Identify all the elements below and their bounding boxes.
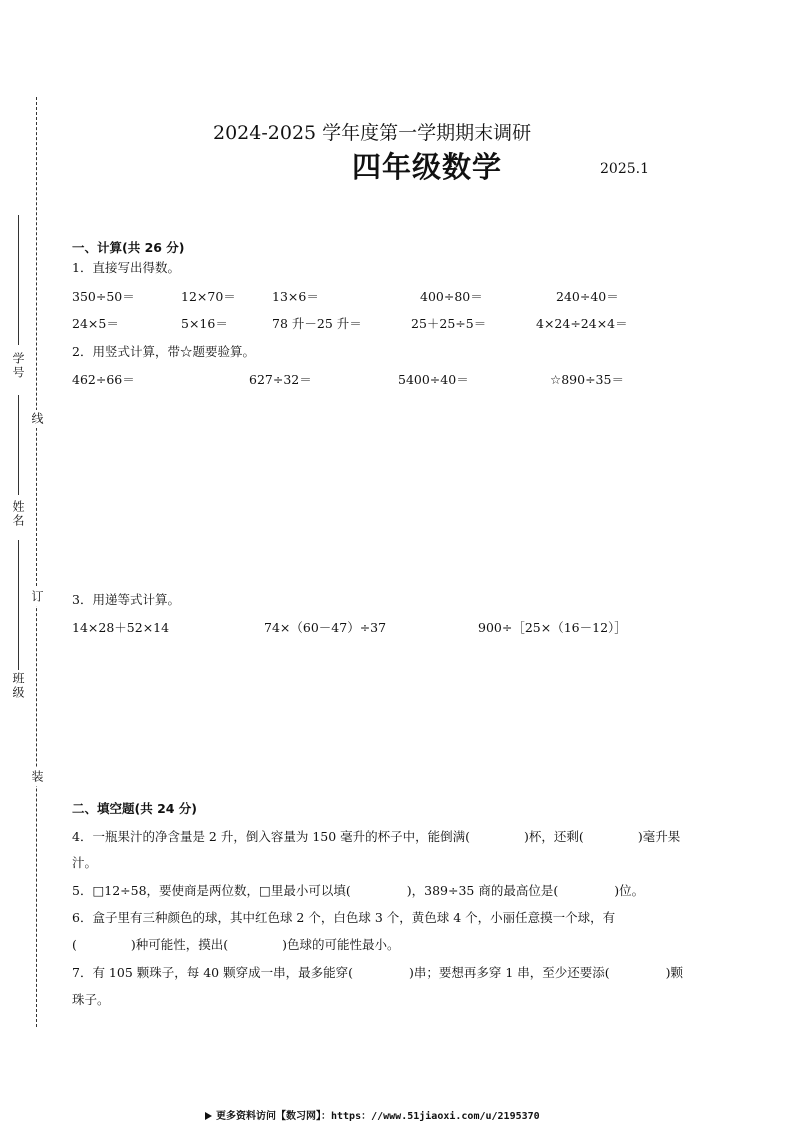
q4-text-b: )杯，还剩( [524,829,584,844]
q7-text-c: )颗 [665,965,684,980]
q1-expr: 25＋25÷5＝ [411,316,487,331]
q1-label: 1．直接写出得数。 [72,260,180,275]
q1-expr: 13×6＝ [272,289,319,304]
q4-line1 [72,827,680,845]
staple-char-ding: 订 [30,590,44,604]
class-underline [18,540,19,670]
q6-text-a: ( [72,937,77,952]
q1-expr: 400÷80＝ [420,289,483,304]
q7-text-a: 7．有 105 颗珠子，每 40 颗穿成一串，最多能穿( [72,965,353,980]
exam-subject: 四年级数学 [352,150,503,184]
q4-text-a: 4．一瓶果汁的净含量是 2 升，倒入容量为 150 毫升的杯子中，能倒满( [72,829,471,844]
q1-expr: 24×5＝ [72,316,119,331]
flag-icon [205,1112,212,1120]
q6-text-c: )色球的可能性最小。 [282,937,400,952]
q5-text-b: )，389÷35 商的最高位是( [406,883,559,898]
q2-expr: 627÷32＝ [249,372,312,387]
q2-label: 2．用竖式计算，带☆题要验算。 [72,344,255,359]
exam-title: 2024-2025 学年度第一学期期末调研 [213,122,532,144]
q5-text-a: 5．□12÷58，要使商是两位数，□里最小可以填( [72,883,351,898]
q1-expr: 350÷50＝ [72,289,135,304]
section-2-heading: 二、填空题(共 24 分) [72,801,198,816]
q5-line [72,881,644,899]
q3-label: 3．用递等式计算。 [72,592,180,607]
q5-text-c: )位。 [614,883,645,898]
q6-line2 [72,935,400,953]
name-label: 姓名 [11,500,25,528]
q1-expr: 12×70＝ [181,289,236,304]
q1-expr: 240÷40＝ [556,289,619,304]
q3-expr: 74×（60－47）÷37 [264,620,387,635]
q1-expr: 4×24÷24×4＝ [536,316,628,331]
q6-text-b: )种可能性，摸出( [130,937,229,952]
binding-dashed-line [36,97,37,1027]
q1-expr: 5×16＝ [181,316,228,331]
exam-date: 2025.1 [600,161,649,177]
q3-expr: 900÷［25×（16－12）］ [478,620,627,635]
q6-line1: 6．盒子里有三种颜色的球，其中红色球 2 个，白色球 3 个，黄色球 4 个，小丽任意摸一个球，有 [72,910,616,925]
cut-line-char: 线 [30,412,44,426]
name-underline [18,395,19,495]
footer-text: 更多资料访问【数习网】：https：//www.51jiaoxi.com/u/2195370 [216,1111,540,1122]
q3-expr: 14×28＋52×14 [72,620,170,635]
q2-expr: 5400÷40＝ [398,372,469,387]
student-id-label: 学号 [11,352,25,380]
q4-line2: 汁。 [72,855,98,870]
staple-char-zhuang: 装 [30,770,44,784]
q1-expr: 78 升－25 升＝ [272,316,362,331]
section-1-heading: 一、计算(共 26 分) [72,240,185,255]
q2-expr: ☆890÷35＝ [550,372,624,387]
q2-expr: 462÷66＝ [72,372,135,387]
q4-text-c: )毫升果 [637,829,681,844]
footer-link[interactable] [205,1107,540,1122]
q7-text-b: )串；要想再多穿 1 串，至少还要添( [409,965,610,980]
q7-line1 [72,963,683,981]
student-id-underline [18,215,19,345]
q7-line2: 珠子。 [72,992,110,1007]
class-label: 班级 [11,672,25,700]
